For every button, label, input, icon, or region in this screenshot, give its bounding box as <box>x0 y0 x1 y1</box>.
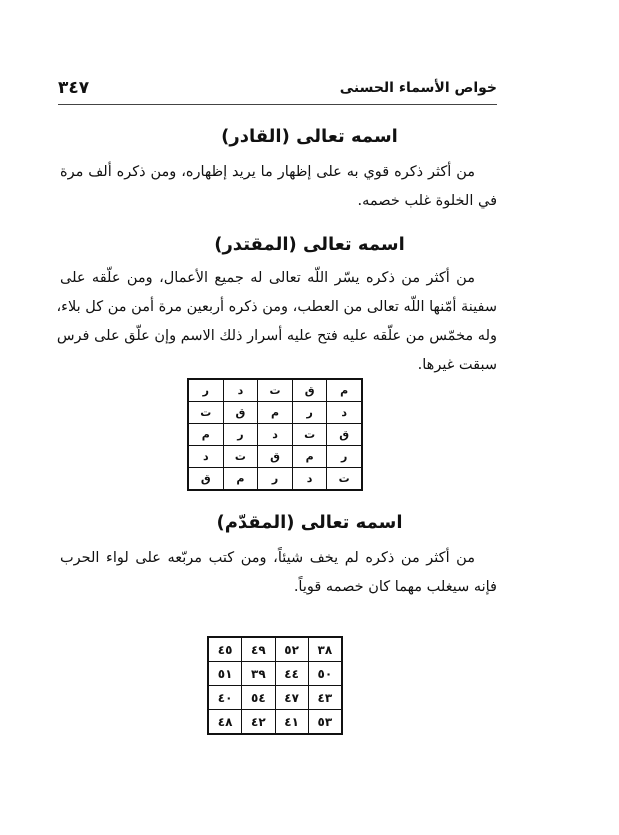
section-heading-muqaddim: اسمه تعالى (المقدّم) <box>216 512 403 533</box>
grid-cell: ر <box>292 402 327 424</box>
grid-cell: ت <box>292 424 327 446</box>
grid-cell: ٤٠ <box>208 686 242 710</box>
grid-row <box>208 686 342 710</box>
grid-row <box>188 446 362 468</box>
grid-cell: د <box>258 424 293 446</box>
grid-cell: ٤٩ <box>242 637 275 662</box>
section-text-muqaddim <box>60 544 497 602</box>
letter-square-grid <box>187 378 363 491</box>
grid-cell: ٥٢ <box>275 637 308 662</box>
section-heading-muqtadir: اسمه تعالى (المقتدر) <box>214 234 405 255</box>
grid-cell: ق <box>292 379 327 402</box>
grid-cell: ق <box>223 402 258 424</box>
text-line: فإنه سيغلب مهما كان خصمه قوياً. <box>293 579 497 595</box>
grid-cell: ٣٨ <box>308 637 342 662</box>
number-square-grid <box>207 636 343 735</box>
text-line: سفينة أمّنها اللّه تعالى من العطب، ومن ذكره أربعين مرة أمن من كل بلاء، <box>56 299 497 315</box>
text-line: في الخلوة غلب خصمه. <box>357 193 497 209</box>
grid-cell: د <box>327 402 362 424</box>
grid-cell: ر <box>327 446 362 468</box>
text-line: من أكثر من ذكره لم يخف شيئاً، ومن كتب مربّعه على لواء الحرب <box>60 550 475 566</box>
grid-cell: م <box>327 379 362 402</box>
grid-cell: د <box>223 379 258 402</box>
grid-cell: ر <box>258 468 293 491</box>
grid-cell: ت <box>258 379 293 402</box>
grid-cell: ٥٤ <box>242 686 275 710</box>
grid-cell: ٤٣ <box>308 686 342 710</box>
grid-row <box>188 424 362 446</box>
grid-row <box>188 468 362 491</box>
grid-row <box>208 710 342 735</box>
grid-cell: ر <box>223 424 258 446</box>
grid-cell: ت <box>327 468 362 491</box>
grid-cell: ٤١ <box>275 710 308 735</box>
grid-cell: ٤٢ <box>242 710 275 735</box>
text-line: من أكثر ذكره قوي به على إظهار ما يريد إظهاره، ومن ذكره ألف مرة <box>60 164 475 180</box>
running-title: خواص الأسماء الحسنى <box>339 80 497 96</box>
grid-cell: د <box>188 446 223 468</box>
grid-cell: ٥١ <box>208 662 242 686</box>
grid-row <box>208 662 342 686</box>
grid-cell: ت <box>188 402 223 424</box>
grid-cell: م <box>223 468 258 491</box>
grid-cell: ر <box>188 379 223 402</box>
grid-cell: ت <box>223 446 258 468</box>
grid-row <box>208 637 342 662</box>
page-number: ٣٤٧ <box>58 78 90 98</box>
grid-row <box>188 402 362 424</box>
grid-cell: ٣٩ <box>242 662 275 686</box>
grid-cell: ق <box>188 468 223 491</box>
grid-cell: ٤٧ <box>275 686 308 710</box>
text-line: وله مخمّس من علّقه عليه فتح عليه أسرار ذلك الاسم وإن علّق على فرس <box>56 328 497 344</box>
grid-cell: م <box>188 424 223 446</box>
grid-cell: م <box>258 402 293 424</box>
grid-cell: م <box>292 446 327 468</box>
grid-cell: ٤٨ <box>208 710 242 735</box>
grid-row <box>188 379 362 402</box>
grid-cell: ٤٥ <box>208 637 242 662</box>
grid-cell: ق <box>258 446 293 468</box>
grid-cell: ٥٠ <box>308 662 342 686</box>
section-text-qadir <box>60 158 497 216</box>
page-header <box>58 78 497 105</box>
grid-cell: د <box>292 468 327 491</box>
text-line: سبقت غيرها. <box>417 357 497 373</box>
section-heading-qadir: اسمه تعالى (القادر) <box>221 126 398 147</box>
section-text-muqtadir <box>56 264 497 380</box>
grid-cell: ق <box>327 424 362 446</box>
text-line: من أكثر من ذكره يسّر اللّه تعالى له جميع الأعمال، ومن علّقه على <box>60 270 475 286</box>
grid-cell: ٤٤ <box>275 662 308 686</box>
grid-cell: ٥٣ <box>308 710 342 735</box>
